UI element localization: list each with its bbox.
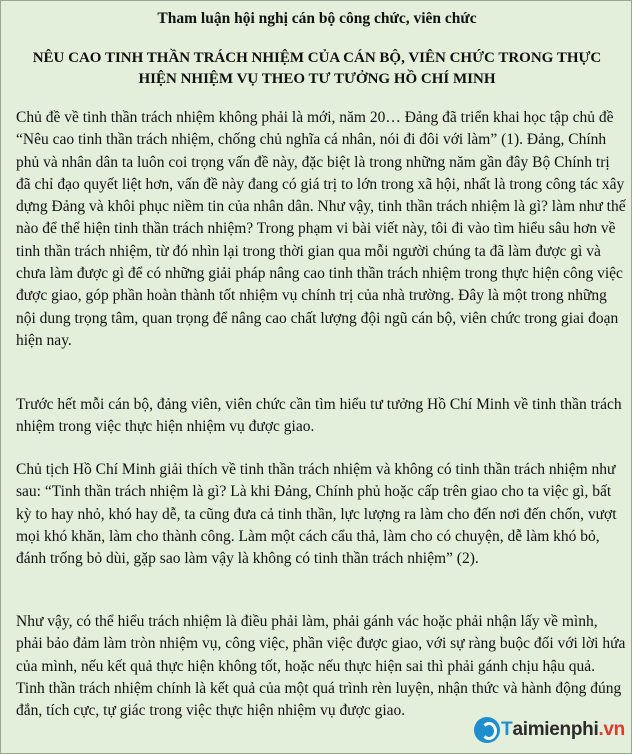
- watermark-text: [512, 719, 625, 741]
- watermark-letter: T: [501, 719, 513, 740]
- paragraph-1: Chủ đề về tinh thần trách nhiệm không phải là mới, năm 20… Đảng đã triển khai học tập chủ đề “Nêu cao tinh thần trách nhiệm, chống chủ nghĩa cá nhân, nói đi đôi với làm” (1). Đảng, Chính phủ và nhân dân ta luôn coi trọng vấn đề này, đặc biệt là trong những năm gần đây Bộ Chính trị đã chỉ đạo quyết liệt hơn, vấn đề này đang có giá trị to lớn trong xã hội, nhất là trong công tác xây dựng Đảng và khôi phục niềm tin của nhân dân. Như vậy, tinh thần trách nhiệm là gì? làm như thế nào để thể hiện tinh thần trách nhiệm? Trong phạm vi bài viết này, tôi đi vào tìm hiểu sâu hơn về tinh thần trách nhiệm, từ đó nhìn lại trong thời gian qua mỗi người chúng ta đã làm được gì và chưa làm được gì để có những giải pháp nâng cao tinh thần trách nhiệm trong thực hiện công việc được giao, góp phần hoàn thành tốt nhiệm vụ chính trị của nhà trường. Đây là một trong những nội dung trọng tâm, quan trọng để nâng cao chất lượng đội ngũ cán bộ, viên chức trong giai đoạn hiện nay.: [16, 109, 626, 349]
- watermark-logo: [474, 717, 625, 743]
- document-title: Tham luận hội nghị cán bộ công chức, viên chức: [157, 10, 477, 27]
- paragraph-2: Trước hết mỗi cán bộ, đảng viên, viên chức cần tìm hiểu tư tưởng Hồ Chí Minh về tinh thần trách nhiệm trong việc thực hiện nhiệm vụ được giao.: [16, 396, 622, 436]
- headline-line-1: NÊU CAO TINH THẦN TRÁCH NHIỆM CỦA CÁN BỘ, VIÊN CHỨC TRONG THỰC: [32, 50, 602, 66]
- headline-line-2: HIỆN NHIỆM VỤ THEO TƯ TƯỞNG HỒ CHÍ MINH: [138, 71, 496, 87]
- taimienphi-logo-icon: [474, 717, 500, 743]
- watermark-name: aimienphi: [512, 719, 599, 740]
- paragraph-3: Chủ tịch Hồ Chí Minh giải thích về tinh thần trách nhiệm và không có tinh thần trách nhiệm như sau: “Tinh thần trách nhiệm là gì? Là khi Đảng, Chính phủ hoặc cấp trên giao cho ta việc gì, bất kỳ to hay nhỏ, khó hay dễ, ta cũng đưa cả tinh thần, lực lượng ra làm cho đến nơi đến chốn, vượt mọi khó khăn, làm cho thành công. Làm một cách cẩu thả, làm cho có chuyện, dễ làm khó bỏ, đánh trống bỏ dùi, gặp sao làm vậy là không có tinh thần trách nhiệm” (2).: [16, 461, 617, 568]
- watermark-domain: .vn: [598, 719, 625, 740]
- paragraph-4: Như vậy, có thể hiểu trách nhiệm là điều phải làm, phải gánh vác hoặc phải nhận lấy về mình, phải bảo đảm làm tròn nhiệm vụ, công việc, phần việc được giao, với sự ràng buộc đối với lời hứa của mình, nếu kết quả thực hiện không tốt, hoặc nếu thực hiện sai thì phải gánh chịu hậu quả. Tinh thần trách nhiệm chính là kết quả của một quá trình rèn luyện, nhận thức và hành động đúng đắn, tích cực, tự giác trong việc thực hiện nhiệm vụ được giao.: [16, 613, 626, 720]
- document-headline: [15, 48, 619, 90]
